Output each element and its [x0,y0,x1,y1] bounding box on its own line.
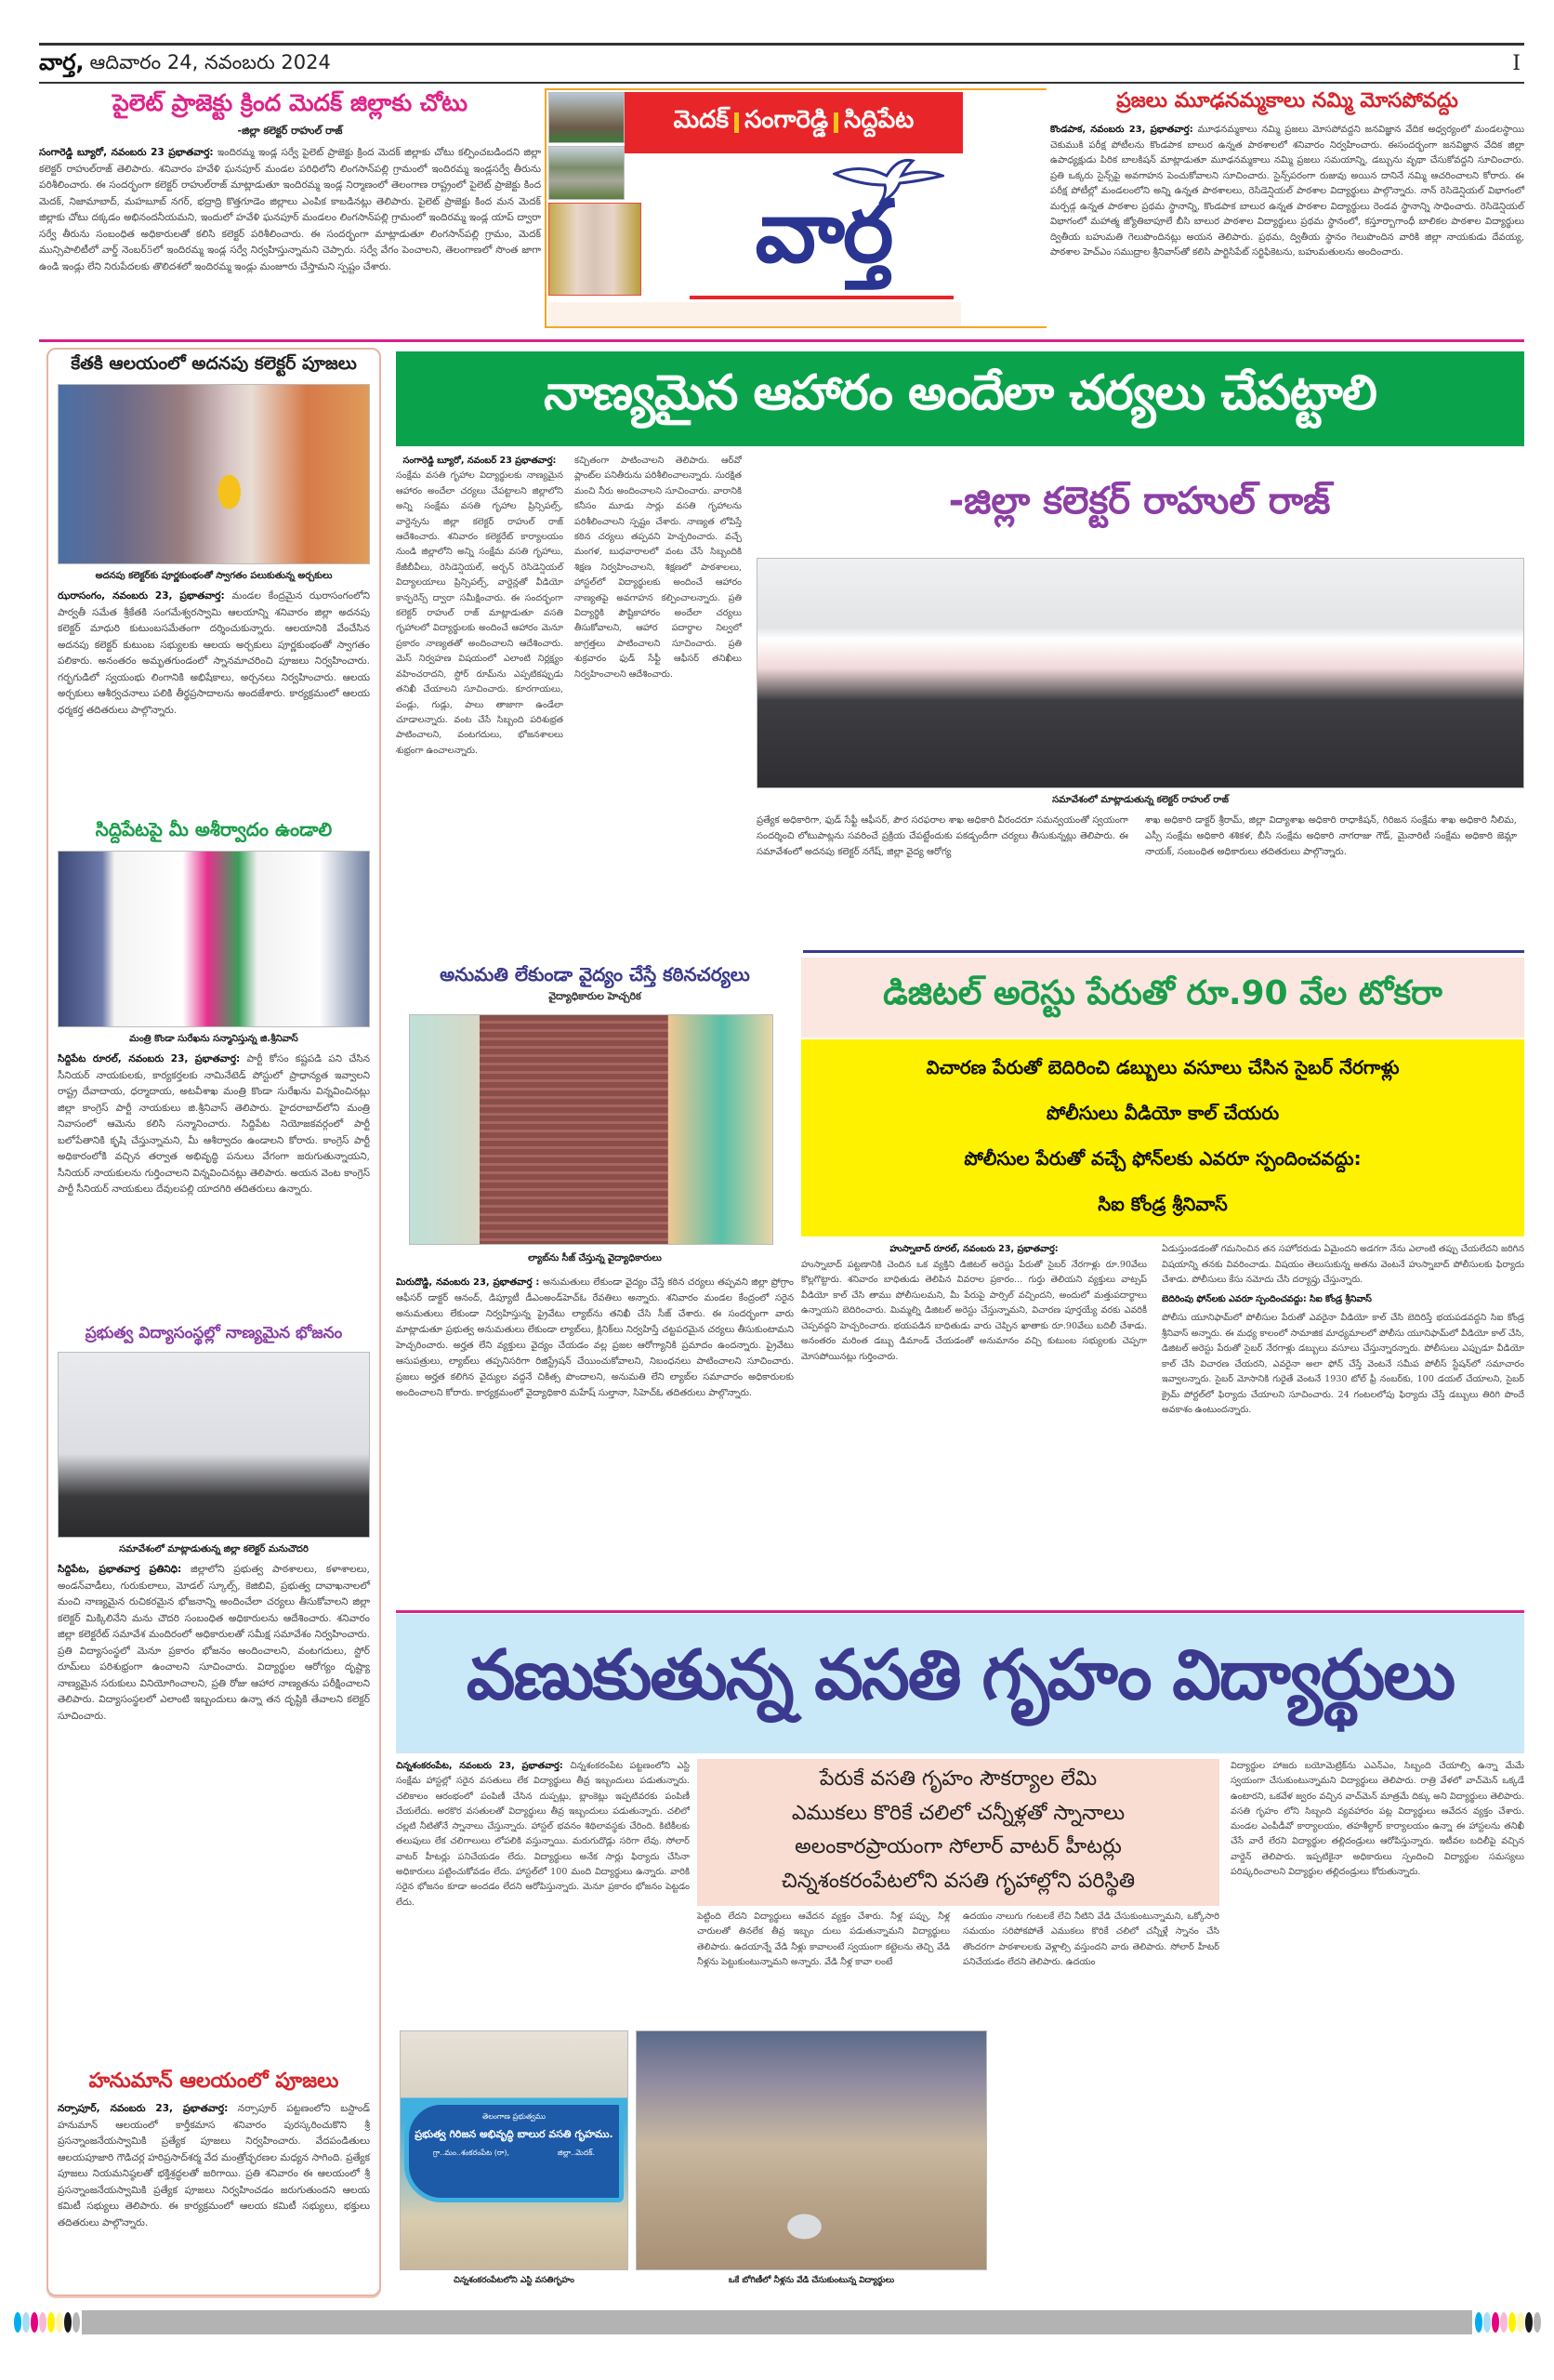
photo-caption: ల్యాబ్‌ను సీజ్ చేస్తున్న వైద్యాధికారులు [528,1253,662,1263]
article-column-2: పెట్టింది లేదని విద్యార్థులు ఆవేదన వ్యక్తం చేశారు. నీళ్ల పప్పు, నీళ్ల చారులతో తినలేక తీవ్ర ఇబ్బం దులు పడుతున్నామని విద్యార్థులు తెలిపారు. ఉదయాన్నే వేడి నీళ్లు కావాలంటే స్వయంగా కట్టెలను తెచ్చి వేడి నీళ్లను పెట్టుకుంటున్నామని అన్నారు. వేడి నీళ్ల కావా లంటే [697,1911,950,1967]
registration-dot [31,2312,38,2333]
callout-box [697,1759,1219,1906]
photo-caption: ఒకే బోగిణీలో నీళ్లను వేడి చేసుకుంటున్న విద్యార్థులు [728,2276,895,2285]
logo-base-strip [548,302,961,326]
masthead-bottom-rule [39,82,1524,84]
callout-line: ఎముకలు కొరికే చలిలో చన్నీళ్లతో స్నానాలు [791,1801,1126,1825]
edition-banner [545,88,1047,330]
article-dateline: సంగారెడ్డి బ్యూరో, నవంబర్ 23 ప్రభాతవార్త: [402,456,557,466]
fountain-photo [548,146,625,200]
page-number: I [1512,52,1521,75]
article-headline: వణుకుతున్న వసతి గృహం విద్యార్థులు [466,1635,1455,1715]
registration-dot [1500,2312,1508,2333]
masthead [39,45,1526,86]
headline-banner [396,351,1524,446]
article-column-3: ఉదయం నాలుగు గంటలకే లేచి నీటిని వేడి చేసుకుంటున్నామని, ఒక్కోసారి సమయం సరిపోకపోతే ఎముకలు కొరికే చలిలో చన్నీళ్లే స్నానం చేసి తొందరగా పాఠశాలలకు వెళ్లాల్సి వస్తుందని వారు తెలిపారు. సోలార్ హీటర్ పనిచేయడం లేదని తెలిపారు. ఉదయం [963,1911,1219,1967]
section-divider [39,339,1524,342]
registration-dot [1517,2312,1524,2333]
photo-caption: మంత్రి కొండా సురేఖను సన్మానిస్తున్న జి.శ్రీనివాస్ [129,1034,298,1044]
hostel-signboard [404,2100,624,2202]
article-column-1: సంగారెడ్డి బ్యూరో, నవంబర్ 23 ప్రభాతవార్త: సంక్షేమ వసతి గృహాల విద్యార్థులకు నాణ్యమైన ఆహారం అందేలా చర్యలు చేపట్టాలని జిల్లాలోని అన్ని సంక్షేమ వసతి గృహాల ప్రిన్సిపల్స్, వార్డెన్సను జిల్లా కలెక్టర్ రాహుల్ రాజ్ ఆదేశించారు. శనివారం కలెక్టరేట్ కార్యాలయం నుండి జిల్లాలోని అన్ని సంక్షేమ వసతి గృహాలు, కేజీబీవీలు, రెసిడెన్షియల్, అర్బన్ రెసిడెన్షియల్ విద్యాలయాలు ప్రిన్సిపల్స్, వార్డెన్లతో వీడియో కాన్ఫరెన్స్ ద్వారా సమీక్షించారు. ఈ సందర్భంగా కలెక్టర్ రాహుల్ రాజ్ మాట్లాడుతూ వసతి గృహాలలో విద్యార్థులకు అందించే ఆహారం మెనూ ప్రకారం నాణ్యతతో అందించాలని ఆదేశించారు. మెస్ నిర్వహణ విషయంలో ఎలాంటి నిర్లక్ష్యం వహించరాదని, స్టోర్ రూమ్‌ను ఎప్పటికప్పుడు తనిఖీ చేయాలని సూచించారు. కూరగాయలు, పండ్లు, గుడ్లు, పాలు తాజాగా ఉండేలా చూడాలన్నారు. వంట చేసే సిబ్బంది పరిశుభ్రత పాటించాలని, వంటగదులు, భోజనశాలలు శుభ్రంగా ఉంచాలన్నారు. [396,456,563,756]
registration-dot [1492,2312,1499,2333]
newspaper-logo: వార్త [755,182,892,282]
district-medak: మెదక్ [673,106,730,134]
article-body: సిద్దిపేట రూరల్, నవంబరు 23, ప్రభాతవార్త: పార్టీ కోసం కష్టపడి పని చేసిన సీనియర్ నాయకులకు, కార్యకర్తలకు నామినేటెడ్ పోస్టులో ప్రాధాన్యత ఇవ్వాలని రాష్ట్ర దేవాదాయ, ధర్మాదాయ, అటవీశాఖ మంత్రి కొండా సురేఖను విన్నవించినట్లు జిల్లా కాంగ్రెస్ పార్టీ నాయకులు జి.శ్రీనివాస్ తెలిపారు. హైదరాబాద్‌లోని మంత్రి నివాసంలో ఆమెను కలిసి సన్మానించారు. సిద్దిపేట నియోజకవర్గంలో పార్టీ బలోపేతానికి కృషి చేస్తున్నామని, మీ ఆశీర్వాదం ఉండాలని కోరారు. కాంగ్రెస్ పార్టీ అధికారంలోకి వచ్చిన తర్వాత అభివృద్ధి పనులు వేగంగా జరుగుతున్నాయని, సీనియర్ నాయకులను గుర్తించాలని విన్నవించినట్లు తెలిపారు. అయన వెంట కాంగ్రెస్ పార్టీ సీనియర్ నాయకులు దేవులపల్లి యాదగిరి తదితరులు ఉన్నారు. [58,1053,370,1195]
district-sangareddy: సంగారెడ్డి [744,106,829,134]
article-unlicensed-treatment [396,958,794,1608]
article-dateline: మిరుదొడ్డి, నవంబరు 23, ప్రభాతవార్త : [396,1277,540,1288]
article-column-2: ఏడుస్తుండడంతో గమనించిన తన సహోదరుడు ఏమైందని అడగగా నేను ఎలాంటి తప్పు చేయలేదని జరిగిన విషయాన్ని తనకు వివరించాడు. విషయం తెలుసుకున్న అతను వెంటనే హుస్నాబాద్ పోలీసులకు ఫిర్యాదు చేశాడు. పోలీసులు కేసు నమోదు చేసి దర్యాప్తు చేస్తున్నారు. బెదిరింపు ఫోన్‌లకు ఎవరూ స్పందించవద్దు: సిఐ కోండ్ర శ్రీనివాస్ పోలీసు యూనిఫామ్‌లో పోలీసుల పేరుతో ఎవరైనా వీడియో కాల్ చేసి బెదిరిస్తే భయపడవద్దని సిఐ కోండ్ర శ్రీనివాస్ అన్నారు. ఈ మధ్య కాలంలో సామాజిక మాధ్యమాలలో పోలీసు యూనిఫామ్‌లో వీడియో కాల్ చేసి, డిజిటల్ అరెస్టు పేరుతో సైబర్ నేరగాళ్లు డబ్బులు వసూలు చేస్తున్నారన్నారు. పోలీసులు ఎప్పుడూ వీడియో కాల్ చేసి విచారణ చేయరని, ఎవరైనా అలా ఫోన్ చేస్తే వెంటనే సమీప పోలీస్ స్టేషన్‌లో సమాచారం ఇవ్వాలన్నారు. సైబర్ మోసానికి గురైతే వెంటనే 1930 టోల్ ఫ్రీ నంబర్‌కు, 100 డయల్ చేయాలని, సైబర్ క్రైమ్ పోర్టల్‌లో ఫిర్యాదు చేయాలని సూచించారు. 24 గంటలలోపు ఫిర్యాదు చేస్తే డబ్బులు తిరిగి పొందే అవకాశం ఉంటుందన్నారు. [1162,1244,1524,1415]
students-heating-water-photo [636,2030,987,2270]
hostel-building-photo [400,2030,628,2270]
headline-banner [396,1614,1524,1753]
article-headline: సిద్దిపేటపై మీ అశీర్వాదం ఉండాలి [95,818,333,840]
article-body: నర్సాపూర్, నవంబరు 23, ప్రభాతవార్త: నర్సాపూర్ పట్టణంలోని బస్టాండ్ హనుమాన్ ఆలయంలో కార్తీకమాస శనివారం పురస్కరించుకొని శ్రీ ప్రసన్నాంజనేయస్వామికి ప్రత్యేక పూజలు నిర్వహించారు. వేదపండితులు ఆలయపూజారి గౌడిచర్ల హరిప్రసాద్‌శర్మ వేద మంత్రోచ్ఛరణల మధ్యన సాగింది. ప్రత్యేక పూజలు నియమనిష్ఠలతో భక్తిశ్రద్ధలతో జరిగాయి. ప్రతి శనివారం ఈ ఆలయంలో శ్రీ ప్రసన్నాంజనేయస్వామికి ప్రత్యేక పూజలు నిర్వహించడం జరుగుతుందని ఆలయ కమిటీ సభ్యులు తెలిపారు. ఈ కార్యక్రమంలో ఆలయ కమిటీ సభ్యులు, భక్తులు తదితరులు పాల్గొన్నారు. [58,2103,370,2228]
article-headline: పైలెట్ ప్రాజెక్టు క్రింద మెదక్ జిల్లాకు చోటు [112,89,468,116]
article-byline: -జిల్లా కలెక్టర్ రాహుల్ రాజ్ [237,125,343,137]
article-body: కొండపాక, నవంబరు 23, ప్రభాతవార్త: మూఢనమ్మకాలు నమ్మి ప్రజలు మోసపోవద్దని జనవిజ్ఞాన వేదిక అధ్వర్యంలో మండలస్థాయి చెకుముకి పరీక్ష పోటీలను కొండపాక బాలుర ఉన్నత పాఠశాలలో శనివారం నిర్వహించారు. ఈసందర్భంగా జనవిజ్ఞాన వేదిక జిల్లా ఉపాధ్యక్షుడు పిరిక బాలకిషన్ మాట్లాడుతూ మూఢనమ్మకాలు నమ్మి ప్రజలు సమయాన్ని, డబ్బును వృథా చేసుకోవద్దని సూచించారు. ప్రతి ఒక్కరు సైన్స్‌పై అవగాహన పెంచుకోవాలని సూచించారు. సైన్స్‌పరంగా రుజువు అయిన దానినే నమ్మి ఆచరించాలని కోరారు. ఈ పరీక్ష పోటీల్లో మండలంలోని అన్ని ఉన్నత పాఠశాలలు, రెసిడెన్షియల్ పాఠశాల విద్యార్థులు పాల్గొన్నారు. నాన్ రెసిడెన్షియల్ విభాగంలో మర్పడ్గ ఉన్నత పాఠశాల ప్రథమ స్థానాన్ని, కొండపాక బాలుర ఉన్నత పాఠశాల విద్యార్థులు రెండవ స్థానాన్ని సాధించారు. రెసిడెన్షియల్ విభాగంలో మహాత్మ జ్యోతిబాపూలే బీసి బాలుర పాఠశాల విద్యార్థులు ప్రథమ స్థానంలో, కస్తూర్బాగాంధీ బాలికల పాఠశాల విద్యార్థులు ద్వితీయ బహుమతి గెలుపొందినట్లు అయన తెలిపారు. ప్రథమ, ద్వితీయ స్థానం గెలుపొందిన వారికి జిల్లా నాయకుడు దేవయ్య, పాఠశాల హెచ్‌ఎం సముద్రాల శ్రీనివాస్‌తో కలిసి పార్టిసిపేట్ సర్టిఫికెటను, బహుమతులను అందించారు. [1050,125,1525,258]
article-ketaki-temple [58,353,370,719]
article-body: సిద్దిపేట, ప్రభాతవార్త ప్రతినిధి: జిల్లాలోని ప్రభుత్వ పాఠశాలలు, కళాశాలలు, అండన్‌వాడీలు, గురుకులాలు, మోడల్ స్కూల్స్, కెజిబివి, ప్రభుత్వ దావాఖనాలలో మంచి నాణ్యమైన రుచికరమైన భోజనాన్ని అందించేలా చర్యలు తీసుకోవాలని జిల్లా కలెక్టర్ మిక్కిలినేని మను చౌదరి సంబంధిత అధికారులను ఆదేశించారు. శనివారం జిల్లా కలెక్టరేట్ సమావేశ మందిరంలో అధికారులతో సమీక్ష సమావేశం నిర్వహించారు. ప్రతి విద్యాసంస్థలో మెనూ ప్రకారం భోజనం అందించాలని, వంటగదులు, స్టోర్ రూమ్‌లు పరిశుభ్రంగా ఉంచాలని సూచించారు. విద్యార్థుల ఆరోగ్యం దృష్ట్యా నాణ్యమైన సరుకులు వినియోగించాలని, ప్రతి రోజు ఆహార నాణ్యతను పరీక్షించాలని తెలిపారు. విద్యాసంస్థలలో ఎలాంటి ఇబ్బందులు ఉన్నా తన దృష్టికి తేవాలని కలెక్టర్ సూచించారు. [58,1564,370,1722]
masthead-logo: వార్త, [39,49,85,75]
photo-caption: సమావేశంలో మాట్లాడుతున్న కలెక్టర్ రాహుల్ రాజ్ [1052,795,1229,805]
district-divider [734,112,739,133]
district-siddipet: సిద్దిపేట [844,106,915,134]
headline-banner [801,958,1524,1038]
registration-dot [72,2312,80,2333]
article-headline: నాణ్యమైన ఆహారం అందేలా చర్యలు చేపట్టాలి [544,364,1376,421]
registration-dot [14,2312,21,2333]
lab-seizure-photo [409,1014,773,1245]
article-body: సంగారెడ్డి బ్యూరో, నవంబరు 23 ప్రభాతవార్త: ఇందిరమ్మ ఇండ్ల సర్వే పైలెట్ ప్రాజెక్టు క్రింద మెదక్ జిల్లాకు చోటు కల్పించబడిందని జిల్లా కలెక్టర్ రాహుల్‌రాజ్ తెలిపారు. శనివారం హవేళి ఘనపూర్ మండల పరిధిలోని లింగసాన్‌పల్లి గ్రామంలో ఇందిరమ్మ ఇండ్లసర్వే తీరును పరిశీలించారు. ఈ సందర్భంగా కలెక్టర్ రాహుల్‌రాజ్ మాట్లాడుతూ ఇందిరమ్మ ఇండ్ల నిర్మాణంలో తెలంగాణ రాష్ట్రంలో పైలెట్ ప్రాజెక్టు కింద మెదక్, నిజామాబాద్, మహబూబ్ నగర్, భద్రాద్రి కొత్తగూడెం జిల్లాలు ఎంపిక కాబడినట్లు తెలిపారు. పైలెట్ ప్రాజెక్టు కింద మన మెదక్ జిల్లాకు చోటు దక్కడం అభినందనీయమని, ఇందులో హవేళి ఘనపూర్ మండలం లింగసాన్‌పల్లి గ్రామంలో ఇందిరమ్మ ఇండ్ల యాప్ ద్వారా సర్వే తీరును సంబంధిత అధికారులతో కలిసి కలెక్టర్ పరిశీలించారు. ఈ సందర్భంగా మాట్లాడుతూ లింగసాన్‌పల్లి గ్రామం, మెదక్ మున్సిపాలిటీలో వార్డ్ నెంబర్5లో ఇందిరమ్మ ఇండ్ల సర్వే నిర్వహిస్తున్నామని చెప్పారు. సర్వే వేగం పెంచాలని, తెలంగాణలో సొంత జాగా ఉండి ఇండ్లు లేని నిరుపేదలకు తొలిదశలో ఇందిరమ్మ ఇండ్లు మంజూరు చేస్తామని స్పష్టం చేశారు. [39,147,541,272]
signboard-line: తెలంగాణ ప్రభుత్వము [481,2112,546,2121]
article-dateline: చిన్నశంకరంపేట, నవంబరు 23, ప్రభాతవార్త: [396,1761,563,1771]
article-column-1: చిన్నశంకరంపేట, నవంబరు 23, ప్రభాతవార్త: చిన్నశంకరంపేట పట్టణంలోని ఎస్టి సంక్షేమ హాస్టల్లో సరైన వసతులు లేక విద్యార్థులు తీవ్ర ఇబ్బందులు పడుతున్నారు. చలికాలం ఆరంభంలో పంపిణీ చేసిన దుప్పట్లు, బ్లాంకెట్లు ఇప్పటివరకు పంపిణీ చేయలేదు. అరకొర వసతులతో విద్యార్థులు తీవ్ర ఇబ్బందులు పడుతున్నారు. చలిలో చల్లటి నీటితోనే స్నానాలు చేస్తున్నారు. హాస్టల్ భవనం శిథిలావస్థకు చేరింది. కిటికీలకు తలుపులు లేక చలిగాలులు లోపలికి వస్తున్నాయి. మరుగుదొడ్లు సరిగా లేవు. సోలార్ వాటర్ హీటర్లు పనిచేయడం లేదు. విద్యార్థులు అనేక సార్లు ఫిర్యాదు చేసినా అధికారులు పట్టించుకోవడం లేదు. హాస్టల్‌లో 100 మంది విద్యార్థులు ఉన్నారు. వారికి సరైన భోజనం కూడా అందడం లేదని ఆరోపిస్తున్నారు. మెనూ ప్రకారం భోజనం పెట్టడం లేదు. [396,1761,690,1908]
article-headline: ప్రభుత్వ విద్యాసంస్థల్లో నాణ్యమైన భోజనం [85,1324,343,1342]
article-superstition [1050,86,1524,337]
registration-dots-left [13,2312,80,2333]
photo-caption: చిన్నశంకరంపేటలోని ఎస్టి వసతిగృహం [454,2276,574,2285]
article-dateline: సంగారెడ్డి బ్యూరో, నవంబరు 23 ప్రభాతవార్త: [39,147,214,158]
callout-line: అలంకారప్రాయంగా సోలార్ వాటర్ హీటర్లు [795,1835,1122,1859]
signboard-line: ప్రభుత్వ గిరిజన అభివృద్ధి బాలుర వసతి గృహము. [415,2128,613,2140]
registration-dot [22,2312,30,2333]
photo-caption: సమావేశంలో మాట్లాడుతున్న జిల్లా కలెక్టర్ మనుచౌదరి [119,1544,309,1554]
article-column-3: ప్రత్యేక అధికారిగా, ఫుడ్ సేఫ్టీ ఆఫీసర్, పౌర సరఫరాల శాఖ అధికారి వీరందరూ సమన్వయంతో స్వయంగా సందర్శించి లోటుపాట్లను సవరించే ప్రక్రియ చేపట్టేందుకు పకడ్బందీగా చర్యలు తీసుకున్నట్లు తెలిపారు. ఈ సమావేశంలో అదనపు కలెక్టర్ నగేష్, జిల్లా వైద్య ఆరోగ్య [757,815,1128,857]
article-column-1: హుస్నాబాద్ రూరల్, నవంబరు 23, ప్రభాతవార్త: హుస్నాబాద్ పట్టణానికి చెందిన ఒక వ్యక్తిని డిజిటల్ అరెస్టు పేరుతో సైబర్ నేరగాళ్లు రూ.90వేలు కొల్లగొట్టారు. శనివారం బాధితుడు తెలిపిన వివరాల ప్రకారం... గుర్తు తెలియని వ్యక్తులు వాట్సప్ వీడియో కాల్ చేసి తాము పోలీసులమని, మీ పేరుపై పార్సిల్ వచ్చిందని, అందులో మత్తుపదార్థాలు ఉన్నాయని బెదిరించారు. మిమ్మల్ని డిజిటల్ అరెస్టు చేస్తున్నామని, విచారణ పూర్తయ్యే వరకు ఎవరికీ చెప్పవద్దని హెచ్చరించారు. భయపడిన బాధితుడు వారు చెప్పిన ఖాతాకు రూ.90వేలు బదిలీ చేశాడు. అనంతరం మరింత డబ్బు డిమాండ్ చేయడంతో అనుమానం వచ్చి కుటుంబ సభ్యులకు చెప్పగా మోసపోయినట్లు గుర్తించారు. [801,1244,1147,1362]
callout-box [801,1039,1524,1236]
registration-gray-bar [82,2310,1472,2334]
photo-caption: అదనపు కలెక్టర్‌కు పూర్ణకుంభంతో స్వాగతం పలుకుతున్న అర్చకులు [95,571,333,581]
print-registration-bar [13,2309,1541,2335]
article-dateline: ఝరాసంగం, నవంబరు 23, ప్రభాతవార్త: [58,590,225,602]
church-photo [548,203,641,296]
article-headline: అనుమతి లేకుండా వైద్యం చేస్తే కఠినచర్యలు [440,963,750,985]
district-divider [834,112,838,133]
masthead-date: ఆదివారం 24, నవంబరు 2024 [89,51,331,73]
registration-dot [1525,2312,1533,2333]
callout-line: పేరుకే వసతి గృహం సౌకర్యాల లేమి [819,1767,1098,1792]
collector-meeting-photo [58,1352,370,1538]
signboard-line: జిల్లా..మెదక్. [557,2149,596,2157]
signboard-line: గ్రా..మం..శంకరంపేట (రా), [432,2149,510,2157]
article-headline: హనుమాన్ ఆలయంలో పూజలు [88,2069,339,2093]
article-column-4: విద్యార్థుల హాజరు బయోమెట్రిక్‌ను ఎఎన్ఎం, సిబ్బంది చేయాల్సి ఉన్నా మేమే స్వయంగా చేసుకుంటున్నామని విద్యార్థులు తెలిపారు. రాత్రి వేళలో వాచ్‌మెన్ ఒక్కడే ఉంటారని, ఒకవేళ జ్వరం వచ్చిన వాచ్‌మెన్ మాత్రమే దిక్కు అని విద్యార్థులు తెలిపారు. వసతి గృహం లోని సిబ్బంది వ్యవహారం పట్ల విద్యార్థులు ఆవేదన వ్యక్తం చేశారు. మండల ఎంపీడీవో కార్యాలయం, తహశీల్దార్ కార్యాలయం ఉన్నా ఈ హాస్టలను తనిఖీ చేసే వారే లేరని విద్యార్థుల తల్లిదండ్రులు ఆరోపిస్తున్నారు. ఇటీవల బదిలీపై వచ్చిన వార్డెన్ తెలిపారు. ఇప్పటికైనా అధికారులు స్పందించి విద్యార్థుల సమస్యలు పరిష్కరించాలని విద్యార్థుల తల్లిదండ్రులు కోరుతున్నారు. [1231,1761,1524,1878]
article-column-4: శాఖ అధికారి డాక్టర్ శ్రీరామ్, జిల్లా విద్యాశాఖ అధికారి రాధాకిషన్, గిరిజన సంక్షేమ శాఖ అధికారి నీలిమ, ఎస్సీ సంక్షేమ అధికారి శశికళ, బీసి సంక్షేమ అధికారి నాగరాజు గౌడ్, మైనారిటీ సంక్షేమ అధికారి జెమ్లా నాయక్, సంబంధిత అధికారులు తదితరులు పాల్గొన్నారు. [1145,815,1517,857]
logo-underline [690,296,954,299]
callout-line: చిన్నశంకరంపేటలోని వసతి గృహాల్లోని పరిస్థితి [781,1869,1136,1893]
article-subhead: వైద్యాధికారుల హెచ్చరిక [548,990,641,1002]
registration-dot [64,2312,72,2333]
article-dateline: కొండపాక, నవంబరు 23, ప్రభాతవార్త: [1050,125,1193,135]
article-dateline: నర్సాపూర్, నవంబరు 23, ప్రభాతవార్త: [58,2103,229,2114]
article-hanuman-temple [58,2069,370,2231]
callout-line: పోలీసులు వీడియో కాల్ చేయరు [1046,1102,1280,1124]
registration-dot [1475,2312,1482,2333]
article-quality-food [396,351,1524,946]
district-bar [625,92,963,153]
temple-welcome-photo [58,384,370,564]
column-subhead: బెదిరింపు ఫోన్‌లకు ఎవరూ స్పందించవద్దు: సిఐ కోండ్ర శ్రీనివాస్ [1162,1293,1372,1304]
registration-dot [1483,2312,1491,2333]
article-hostel-students [396,1614,1524,2283]
article-subhead: -జిల్లా కలెక్టర్ రాహుల్ రాజ్ [948,480,1331,522]
article-headline: ప్రజలు మూఢనమ్మకాలు నమ్మి మోసపోవద్దు [1116,89,1458,112]
article-digital-arrest [801,958,1524,1608]
article-dateline: సిద్దిపేట, ప్రభాతవార్త ప్రతినిధి: [58,1564,182,1575]
article-dateline: హుస్నాబాద్ రూరల్, నవంబరు 23, ప్రభాతవార్త: [889,1244,1059,1254]
article-govt-school-food [58,1324,370,1725]
registration-dots-right [1474,2312,1541,2333]
article-column-2: కచ్చితంగా పాటించాలని తెలిపారు. ఆర్‌వో ప్లాంట్‌ల పనితీరును పరిశీలించాలన్నారు. సురక్షిత మంచి నీరు అందించాలని సూచించారు. వారానికి కనీసం మూడు సార్లు వసతి గృహాలను పరిశీలించాలని స్పష్టం చేశారు. నాణ్యత లోపిస్తే కఠిన చర్యలు తప్పవని హెచ్చరించారు. వచ్చే మంగళ, బుధవారాలలో వంట చేసే సిబ్బందికి శిక్షణ నిర్వహించాలని, శిక్షణలో పాఠశాలలు, హాస్టల్‌లో విద్యార్థులకు అందించే ఆహారం నాణ్యతపై అవగాహన కల్పించాలన్నారు. ప్రతి విద్యార్థికి పౌష్టికాహారం అందేలా చర్యలు తీసుకోవాలని, ఆహార పదార్థాల నిల్వలో జాగ్రత్తలు పాటించాలని సూచించారు. ప్రతి శుక్రవారం ఫుడ్ సేఫ్టీ ఆఫీసర్ తనిఖీలు నిర్వహించాలని ఆదేశించారు. [574,456,742,680]
article-pilot-project [39,86,541,337]
article-siddipet-blessing [58,818,370,1198]
callout-line: పోలీసుల పేరుతో వచ్చే ఫోన్‌లకు ఎవరూ స్పందించవద్దు: [964,1147,1362,1170]
minister-felicitation-photo [58,851,370,1027]
article-headline: డిజిటల్ అరెస్టు పేరుతో రూ.90 వేల టోకరా [883,974,1442,1012]
registration-dot [56,2312,63,2333]
article-body: ఝరాసంగం, నవంబరు 23, ప్రభాతవార్త: మండల కేంద్రమైన ఝరాసంగంలోని పార్వతీ సమేత శ్రీకేతకి సంగమేశ్వరస్వామి ఆలయాన్ని శనివారం జిల్లా అదనపు కలెక్టర్ మాధురి కుటుంబసమేతంగా దర్శించుకున్నారు. ఆలయానికి వేంచేసిన అదనపు కలెక్టర్ కుటుంబ సభ్యులకు ఆలయ అర్చకులు పూర్ణకుంభంతో స్వాగతం పలికారు. అనంతరం అమృతగుండంలో స్నానమాచరించి పూజలు నిర్వహించారు. గర్భగుడిలో స్వయంభు లింగానికి అభిషేకాలు, అర్చనలు నిర్వహించారు. ఆలయ అర్చకులు ఆశీర్వచనాలు పలికి తీర్థప్రసాదాలను అందజేశారు. కార్యక్రమంలో ఆలయ ధర్మకర్త తదితరులు పాల్గొన్నారు. [58,590,370,716]
collector-review-photo [757,558,1524,788]
article-headline: కేతకి ఆలయంలో అదనపు కలెక్టర్ పూజలు [71,353,357,374]
callout-line: విచారణ పేరుతో బెదిరించి డబ్బులు వసూలు చేసిన సైబర్ నేరగాళ్లు [926,1056,1400,1078]
temple-photo [548,92,625,143]
article-body: మిరుదొడ్డి, నవంబరు 23, ప్రభాతవార్త : అనుమతులు లేకుండా వైద్యం చేస్తే కఠిన చర్యలు తప్పవని జిల్లా ప్రోగ్రాం ఆఫీసర్ డాక్టర్ ఆనంద్, డిప్యూటీ డీఎంఅండ్‌హెచ్‌ఓ రేవతిలు అన్నారు. శనివారం మండల కేంద్రంలో సరైన అనుమతులు లేకుండా నిర్వహిస్తున్న ప్రైవేటు ల్యాబ్‌ను తనిఖీ చేసి సీజ్ చేశారు. ఈ సందర్భంగా వారు మాట్లాడుతూ ప్రభుత్వ అనుమతులు లేకుండా ల్యాబ్‌లు, క్లినిక్‌లు నిర్వహిస్తే చట్టపరమైన చర్యలు తీసుకుంటామని హెచ్చరించారు. అర్హత లేని వ్యక్తులు వైద్యం చేయడం వల్ల ప్రజల ఆరోగ్యానికి ప్రమాదం ఉందన్నారు. ప్రైవేటు ఆసుపత్రులు, ల్యాబ్‌లు తప్పనిసరిగా రిజిస్ట్రేషన్ చేయించుకోవాలని, నిబంధనలు పాటించాలని సూచించారు. ప్రజలు అర్హత కలిగిన వైద్యుల వద్దనే చికిత్స పొందాలని, అనుమతి లేని ల్యాబ్‌ల సమాచారం అధికారులకు అందించాలని కోరారు. కార్యక్రమంలో వైద్యాధికారి మహేష్ సుల్తానా, సిహెచ్‌ఓ తదితరులు పాల్గొన్నారు. [396,1277,794,1398]
registration-dot [47,2312,55,2333]
registration-dot [39,2312,46,2333]
article-dateline: సిద్దిపేట రూరల్, నవంబరు 23, ప్రభాతవార్త: [58,1053,241,1064]
callout-line: సిఐ కోండ్ర శ్రీనివాస్ [1098,1193,1228,1215]
registration-dot [1534,2312,1541,2333]
section-divider [803,950,1524,953]
registration-dot [1508,2312,1516,2333]
section-divider [396,1610,1524,1613]
